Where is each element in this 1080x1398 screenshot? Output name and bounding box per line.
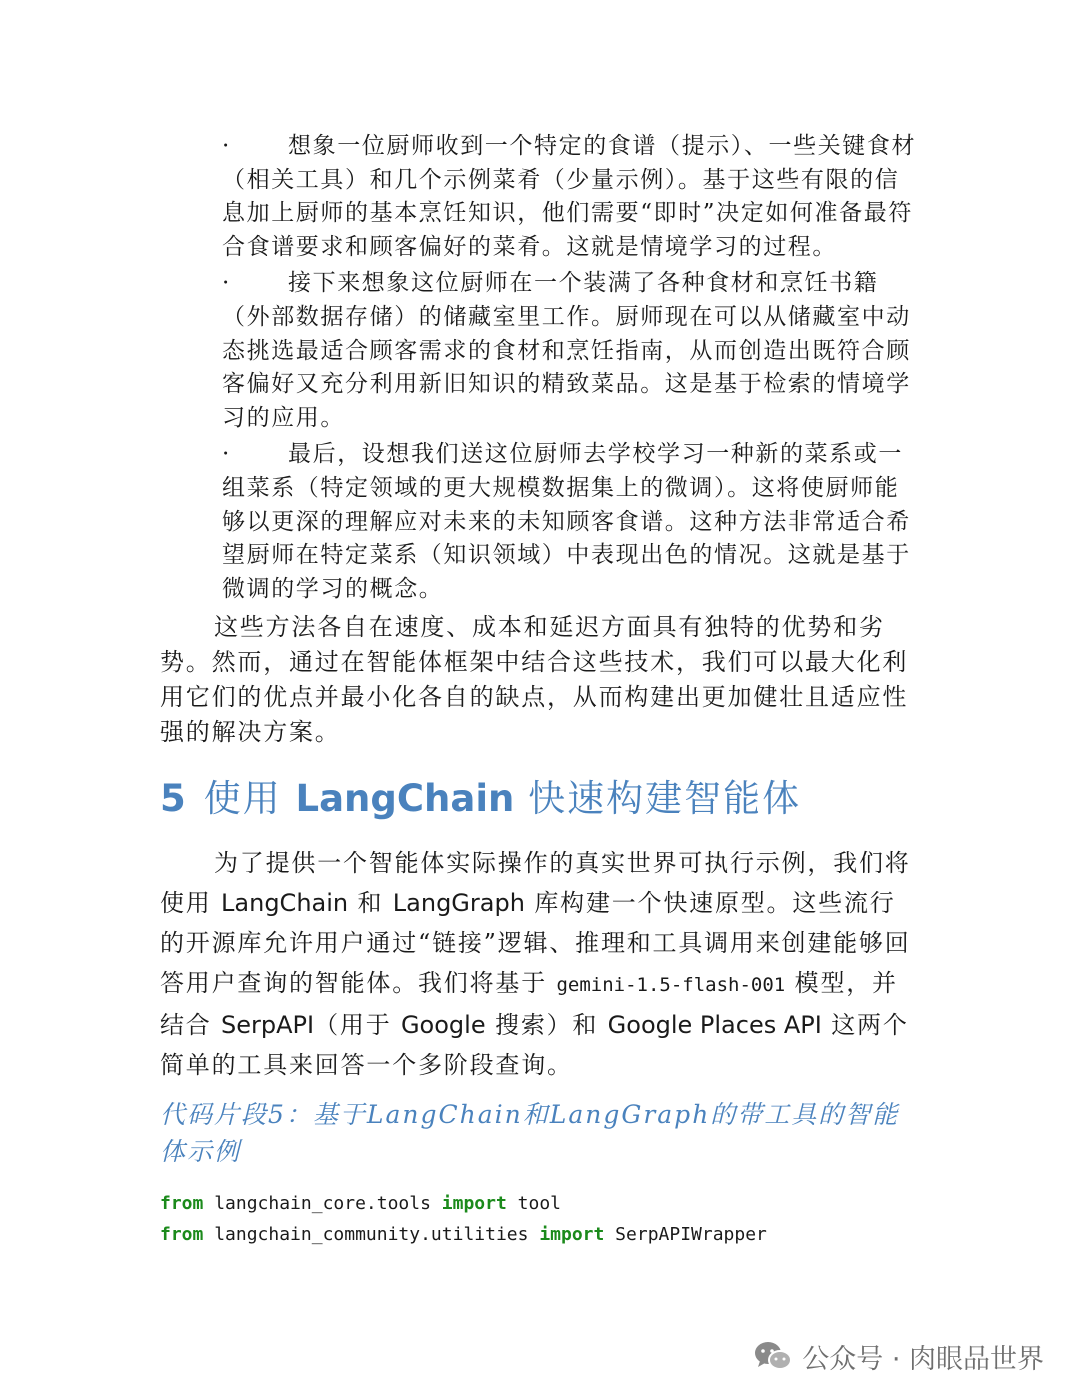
text-run: 模型，并结合	[160, 969, 898, 1039]
text-run: 和	[348, 889, 393, 917]
tool-name: Google	[400, 1011, 486, 1039]
list-item	[222, 267, 922, 435]
tool-name: SerpAPI	[221, 1011, 315, 1039]
code-module: langchain_core.tools	[203, 1193, 442, 1214]
list-item	[222, 438, 922, 606]
keyword: from	[160, 1193, 204, 1214]
bullet-marker: ·	[222, 270, 231, 297]
text-run: （用于	[314, 1011, 401, 1039]
bullet-text: 想象一位厨师收到一个特定的食谱（提示）、一些关键食材（相关工具）和几个示例菜肴（少量示例）。基于这些有限的信息加上厨师的基本烹饪知识，他们需要“即时”决定如何准备最符合食谱要求和顾客偏好的菜肴。这就是情境学习的过程。	[222, 133, 917, 260]
section-title-langchain: LangChain	[295, 777, 515, 820]
paragraph-tradeoffs: 这些方法各自在速度、成本和延迟方面具有独特的优势和劣势。然而，通过在智能体框架中结合这些技术，我们可以最大化利用它们的优点并最小化各自的缺点，从而构建出更加健壮且适应性强的解决方案。	[160, 613, 909, 746]
watermark-text: 公众号 · 肉眼品世界	[802, 1343, 1044, 1375]
code-line	[160, 1219, 767, 1250]
paragraph-intro	[160, 843, 920, 1085]
library-name: LangChain	[221, 889, 349, 917]
keyword: import	[539, 1224, 605, 1245]
code-name: tool	[506, 1193, 561, 1214]
section-number: 5	[160, 777, 188, 820]
section-heading	[160, 768, 801, 822]
tool-name: Google Places API	[607, 1011, 822, 1039]
bullet-text: 最后，设想我们送这位厨师去学校学习一种新的菜系或一组菜系（特定领域的更大规模数据集上的微调）。这将使厨师能够以更深的理解应对未来的未知顾客食谱。这种方法非常适合希望厨师在特定菜系（知识领域）中表现出色的情况。这就是基于微调的学习的概念。	[222, 441, 911, 602]
keyword: from	[160, 1224, 204, 1245]
bullet-list	[222, 130, 922, 609]
bullet-text: 接下来想象这位厨师在一个装满了各种食材和烹饪书籍（外部数据存储）的储藏室里工作。厨师现在可以从储藏室中动态挑选最适合顾客需求的食材和烹饪指南，从而创造出既符合顾客偏好又充分利用新旧知识的精致菜品。这是基于检索的情境学习的应用。	[222, 270, 911, 431]
wechat-icon	[754, 1340, 792, 1372]
text-run: 搜索）和	[485, 1011, 608, 1039]
library-name: LangGraph	[392, 889, 525, 917]
code-line	[160, 1188, 767, 1219]
bullet-marker: ·	[222, 441, 231, 468]
section-title-part: 快速构建智能体	[528, 777, 802, 820]
watermark	[754, 1336, 1044, 1376]
code-caption: 代码片段5：基于LangChain和LangGraph的带工具的智能体示例	[160, 1100, 900, 1166]
code-module: langchain_community.utilities	[203, 1224, 540, 1245]
section-title-part: 使用	[203, 777, 282, 820]
keyword: import	[441, 1193, 507, 1214]
text-run: 为了提供一个智能体实际操作的真实世界可执行示例，我们将使用	[160, 849, 911, 917]
model-name: gemini-1.5-flash-001	[556, 974, 786, 996]
code-block	[160, 1188, 767, 1250]
text-run: 这两个简单的工具来回答一个多阶段查询。	[160, 1011, 909, 1079]
code-name: SerpAPIWrapper	[604, 1224, 767, 1245]
text-run: 库构建一个快速原型。这些流行的开源库允许用户通过“链接”逻辑、推理和工具调用来创建能够回答用户查询的智能体。我们将基于	[160, 889, 911, 997]
list-item	[222, 130, 922, 264]
bullet-marker: ·	[222, 133, 231, 159]
